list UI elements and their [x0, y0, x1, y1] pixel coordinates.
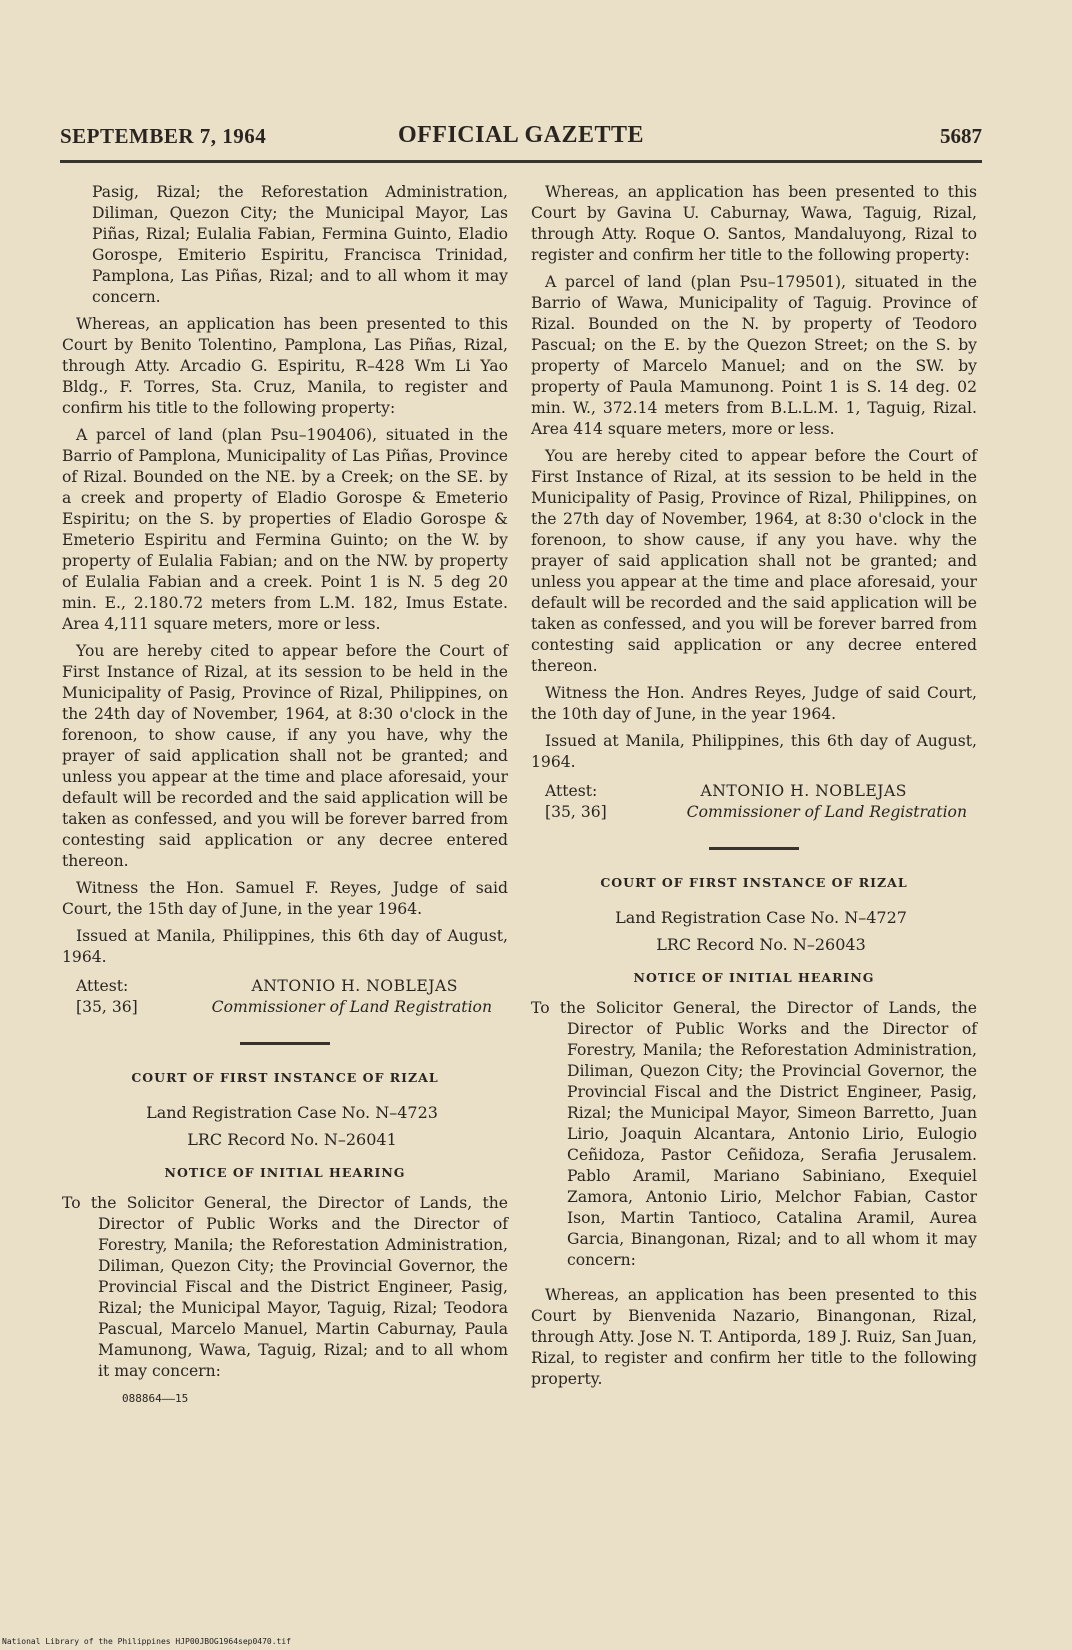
header-date: SEPTEMBER 7, 1964 [60, 124, 267, 148]
attest-block [545, 781, 977, 802]
witness-paragraph: Witness the Hon. Andres Reyes, Judge of said Court, the 10th day of June, in the year 1964. [531, 684, 977, 723]
whereas-paragraph: Whereas, an application has been presented to this Court by Benito Tolentino, Pamplona, Las Piñas, Rizal, through Atty. Arcadio G. Espiritu, R–428 Wm Li Yao Bldg., F. Torres, Sta. Cruz, Manila, to register and confirm his title to the following property: [62, 315, 508, 417]
attest-label: Attest: [76, 977, 129, 995]
continuation-paragraph: Pasig, Rizal; the Reforestation Administration, Diliman, Quezon City; the Municipal Mayor, Las Piñas, Rizal; Eulalia Fabian, Fermina Guinto, Eladio Gorospe, Emiterio Espiritu, Francisca Trinidad, Pamplona, Las Piñas, Rizal; and to all whom it may concern. [92, 183, 508, 306]
section-separator [240, 1042, 330, 1045]
attest-title: Commissioner of Land Registration [686, 803, 967, 821]
attest-block [76, 976, 508, 997]
court-heading: COURT OF FIRST INSTANCE OF RIZAL [131, 1070, 439, 1085]
attest-name: ANTONIO H. NOBLEJAS [251, 977, 458, 995]
issued-paragraph: Issued at Manila, Philippines, this 6th day of August, 1964. [62, 927, 508, 966]
attest-title: Commissioner of Land Registration [211, 998, 492, 1016]
notice-heading: NOTICE OF INITIAL HEARING [164, 1165, 406, 1180]
parcel-paragraph: A parcel of land (plan Psu–190406), situated in the Barrio of Pamplona, Municipality of Las Piñas, Province of Rizal. Bounded on the NE. by a Creek; on the SE. by a creek and property of Eladio Gorospe & Emeterio Espiritu; on the S. by properties of Eladio Gorospe & Emeterio Espiritu and Fermina Guinto; on the W. by property of Eulalia Fabian; and on the NW. by property of Eulalia Fabian and a creek. Point 1 is N. 5 deg 20 min. E., 2.180.72 meters from L.M. 182, Imus Estate. Area 4,111 square meters, more or less. [62, 426, 508, 633]
case-number: Land Registration Case No. N–4727 [615, 908, 907, 927]
attest-label: Attest: [545, 782, 598, 800]
cited-paragraph: You are hereby cited to appear before the Court of First Instance of Rizal, at its session to be held in the Municipality of Pasig, Province of Rizal, Philippines, on the 27th day of November, 1964, at 8:30 o'clock in the forenoon, to show cause, if any you have. why the prayer of said application shall not be granted; and unless you appear at the time and place aforesaid, your default will be recorded and the said application will be taken as confessed, and you will be forever barred from contesting said application or any decree entered thereon. [531, 447, 977, 675]
case-number: Land Registration Case No. N–4723 [146, 1103, 438, 1122]
left-column [62, 182, 508, 1409]
print-code: 088864——15 [122, 1392, 189, 1405]
attest-ref: [35, 36] [76, 998, 138, 1016]
issued-paragraph: Issued at Manila, Philippines, this 6th day of August, 1964. [531, 732, 977, 771]
attest-block-2 [545, 802, 977, 823]
attest-ref: [35, 36] [545, 803, 607, 821]
header-rule [60, 160, 982, 163]
notice-heading: NOTICE OF INITIAL HEARING [633, 970, 875, 985]
addressee-paragraph: To the Solicitor General, the Director of Lands, the Director of Public Works and the Director of Forestry, Manila; the Reforestation Administration, Diliman, Quezon City; the Provincial Governor, the Provincial Fiscal and the District Engineer, Pasig, Rizal; the Municipal Mayor, Taguig, Rizal; Teodora Pascual, Marcelo Manuel, Martin Caburnay, Paula Mamunong, Wawa, Taguig, Rizal; and to all whom it may concern: [62, 1194, 508, 1380]
whereas-paragraph-2: Whereas, an application has been presented to this Court by Bienvenida Nazario, Binangonan, Rizal, through Atty. Jose N. T. Antiporda, 189 J. Ruiz, San Juan, Rizal, to register and confirm her title to the following property. [531, 1286, 977, 1388]
parcel-paragraph: A parcel of land (plan Psu–179501), situated in the Barrio of Wawa, Municipality of Taguig. Province of Rizal. Bounded on the N. by property of Teodoro Pascual; on the E. by the Quezon Street; on the S. by property of Marcelo Manuel; and on the SW. by property of Paula Mamunong. Point 1 is S. 14 deg. 02 min. W., 372.14 meters from B.L.L.M. 1, Taguig, Rizal. Area 414 square meters, more or less. [531, 273, 977, 438]
court-heading: COURT OF FIRST INSTANCE OF RIZAL [600, 875, 908, 890]
witness-paragraph: Witness the Hon. Samuel F. Reyes, Judge of said Court, the 15th day of June, in the year 1964. [62, 879, 508, 918]
header-title: OFFICIAL GAZETTE [397, 122, 645, 148]
scan-footer: National Library of the Philippines HJP00JBOG1964sep0470.tif [2, 1637, 291, 1646]
page-header [60, 120, 982, 156]
attest-name: ANTONIO H. NOBLEJAS [700, 782, 907, 800]
cited-paragraph: You are hereby cited to appear before the Court of First Instance of Rizal, at its session to be held in the Municipality of Pasig, Province of Rizal, Philippines, on the 24th day of November, 1964, at 8:30 o'clock in the forenoon, to show cause, if any you have, why the prayer of said application shall not be granted; and unless you appear at the time and place aforesaid, your default will be recorded and the said application will be taken as confessed, and you will be forever barred from contesting said application or any decree entered thereon. [62, 642, 508, 870]
right-column [531, 182, 977, 1396]
attest-block-2 [76, 997, 508, 1018]
whereas-paragraph: Whereas, an application has been presented to this Court by Gavina U. Caburnay, Wawa, Taguig, Rizal, through Atty. Roque O. Santos, Mandaluyong, Rizal to register and confirm her title to the following property: [531, 183, 977, 264]
section-separator [709, 847, 799, 850]
record-number: LRC Record No. N–26043 [656, 935, 866, 954]
record-number: LRC Record No. N–26041 [187, 1130, 397, 1149]
page-number: 5687 [940, 124, 982, 148]
addressee-paragraph: To the Solicitor General, the Director of Lands, the Director of Public Works and the Director of Forestry, Manila; the Reforestation Administration, Diliman, Quezon City; the Provincial Governor, the Provincial Fiscal and the District Engineer, Pasig, Rizal; the Municipal Mayor, Simeon Barretto, Juan Lirio, Joaquin Alcantara, Antonio Lirio, Eulogio Ceñidoza, Pastor Ceñidoza, Serafia Jerusalem. Pablo Aramil, Mariano Sabiniano, Exequiel Zamora, Antonio Lirio, Melchor Fabian, Castor Ison, Martin Tantioco, Catalina Aramil, Aurea Garcia, Binangonan, Rizal; and to all whom it may concern: [531, 999, 977, 1269]
